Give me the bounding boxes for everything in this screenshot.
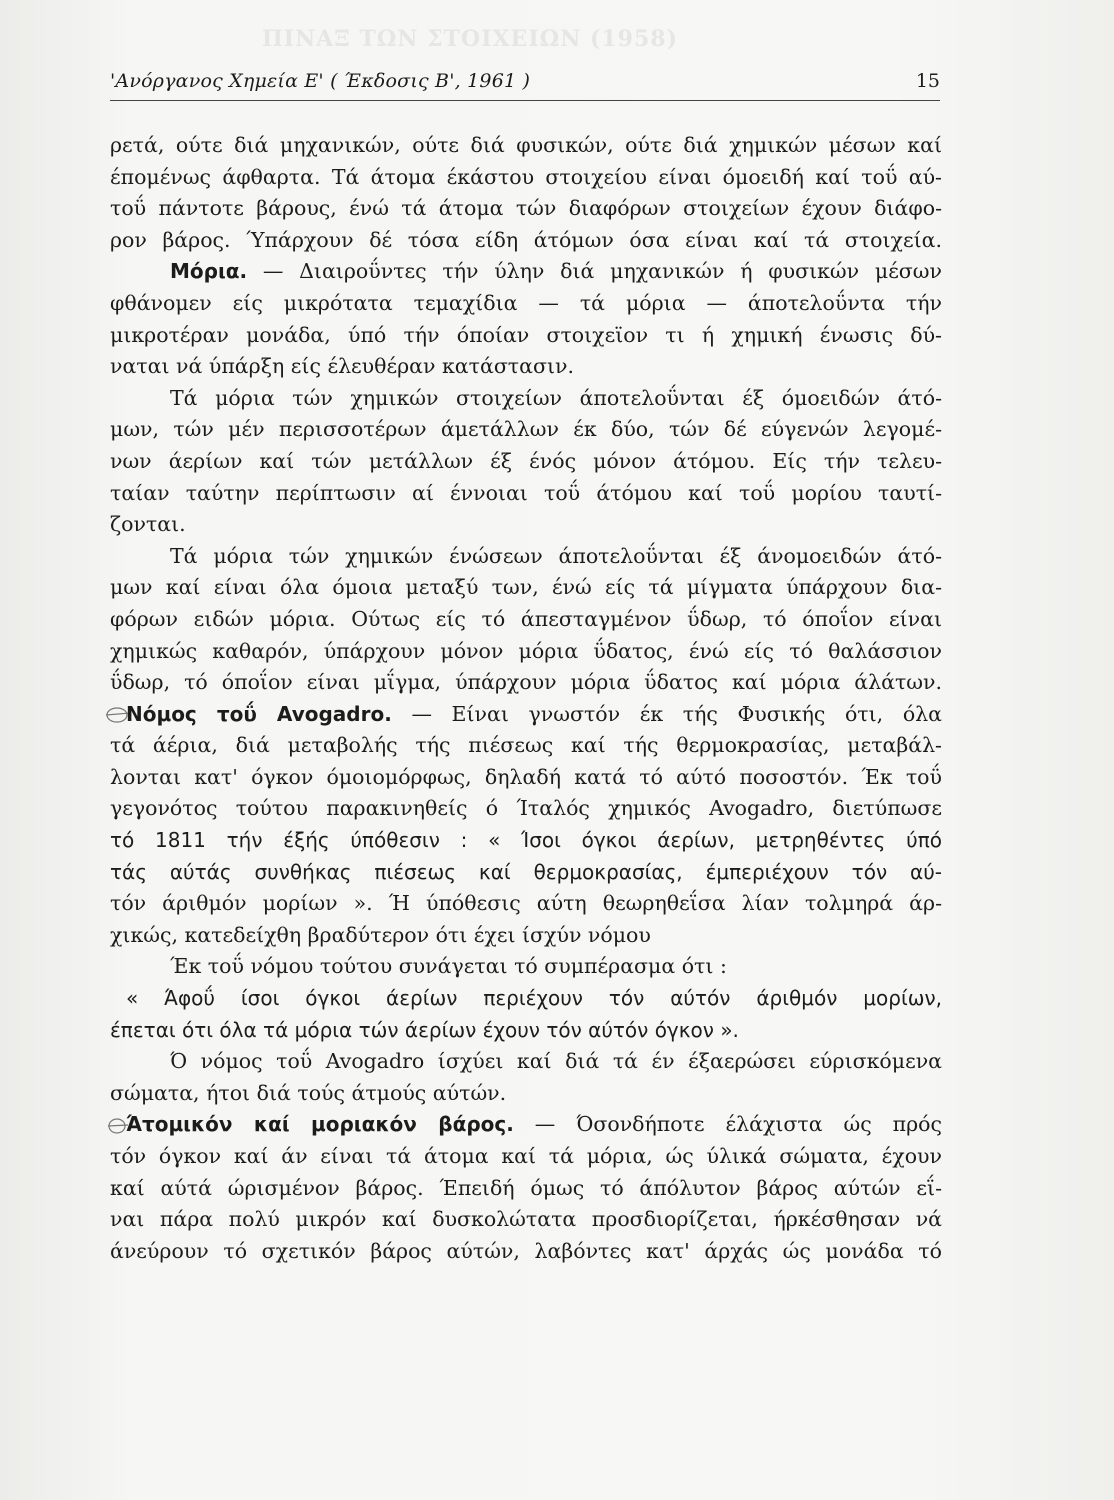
text-line: ΰδωρ, τό όποΐον είναι μΐγμα, ύπάρχουν μόρια ΰδατος καί μόρια άλάτων. [110, 670, 942, 695]
text-line: λονται κατ' όγκον όμοιομόρφως, δηλαδή κατά τό αύτό ποσοστόν. Έκ τοΰ [110, 764, 942, 789]
running-header [110, 70, 940, 104]
text-line: τοΰ πάντοτε βάρους, ένώ τά άτομα τών διαφόρων στοιχείων έχουν διάφο- [110, 196, 942, 221]
section-heading-atomic-weight: Άτομικόν καί μοριακόν βάρος. [126, 1112, 514, 1137]
text-line: ρον βάρος. Ύπάρχουν δέ τόσα είδη άτόμων όσα είναι καί τά στοιχεία. [110, 227, 942, 252]
text-line: ζονται. [110, 512, 186, 537]
text-line [110, 256, 942, 288]
text-line: άνεύρουν τό σχετικόν βάρος αύτών, λαβόντες κατ' άρχάς ώς μονάδα τό [110, 1238, 942, 1263]
text-line: ρετά, ούτε διά μηχανικών, ούτε διά φυσικών, ούτε διά χημικών μέσων καί [110, 133, 942, 157]
text-run: — Είναι γνωστόν έκ τής Φυσικής ότι, όλα [411, 701, 942, 726]
text-line: έπομένως άφθαρτα. Τά άτομα έκάστου στοιχείου είναι όμοειδή καί τοΰ αύ- [110, 164, 942, 189]
show-through-title: ΠΙΝΑΞ ΤΩΝ ΣΤΟΙΧΕΙΩΝ (1958) [262, 26, 679, 52]
section-heading-avogadro: Νόμος τοΰ Avogadro. [126, 701, 392, 726]
text-line: φθάνομεν είς μικρότατα τεμαχίδια — τά μόρια — άποτελοΰντα τήν [110, 290, 942, 315]
text-line: σώματα, ήτοι διά τούς άτμούς αύτών. [110, 1080, 507, 1105]
text-line: τόν όγκον καί άν είναι τά άτομα καί τά μόρια, ώς ύλικά σώματα, έχουν [110, 1144, 942, 1168]
text-line: χημικώς καθαρόν, ύπάρχουν μόνον μόρια ΰδατος, ένώ είς τό θαλάσσιον [110, 638, 942, 663]
text-run: — Διαιροΰντες τήν ύλην διά μηχανικών ή φυσικών μέσων [262, 259, 942, 284]
quote-line: « Άφοΰ ίσοι όγκοι άερίων περιέχουν τόν αύτόν άριθμόν μορίων, [126, 986, 942, 1011]
text-line: καί αύτά ώρισμένον βάρος. Έπειδή όμως τό άπόλυτον βάρος αύτών εΐ- [110, 1175, 942, 1200]
page-number: 15 [915, 70, 940, 92]
body-text [110, 130, 942, 1267]
quote-line: έπεται ότι όλα τά μόρια τών άερίων έχουν τόν αύτόν όγκον ». [110, 1017, 739, 1042]
text-line: μων, τών μέν περισσοτέρων άμετάλλων έκ δύο, τών δέ εύγενών λεγομέ- [110, 417, 942, 442]
running-title: 'Ανόργανος Χημεία Ε' ( Έκδοσις Β', 1961 ) [110, 70, 531, 92]
text-line: φόρων ειδών μόρια. Ούτως είς τό άπεσταγμένον ΰδωρ, τό όποΐον είναι [110, 606, 942, 631]
text-line: νων άερίων καί τών μετάλλων έξ ένός μόνον άτόμου. Είς τήν τελευ- [110, 448, 942, 473]
text-line: ταίαν ταύτην περίπτωσιν αί έννοιαι τοΰ άτόμου καί τοΰ μορίου ταυτί- [110, 480, 942, 505]
text-line: Τά μόρια τών χημικών ένώσεων άποτελοΰνται έξ άνομοειδών άτό- [170, 543, 942, 568]
section-heading-moria: Μόρια. [170, 259, 248, 284]
text-line: τάς αύτάς συνθήκας πιέσεως καί θερμοκρασίας, έμπεριέχουν τόν αύ- [110, 859, 942, 884]
text-line: ναται νά ύπάρξη είς έλευθέραν κατάστασιν. [110, 354, 575, 379]
text-line: χικώς, κατεδείχθη βραδύτερον ότι έχει ίσχύν νόμου [110, 922, 651, 947]
text-line [110, 699, 942, 731]
text-line: τό 1811 τήν έξής ύπόθεσιν : « Ίσοι όγκοι άερίων, μετρηθέντες ύπό [110, 828, 942, 853]
text-line: Ό νόμος τοΰ Avogadro ίσχύει καί διά τά έν έξαερώσει εύρισκόμενα [170, 1049, 942, 1074]
text-line: μικροτέραν μονάδα, ύπό τήν όποίαν στοιχεϊον τι ή χημική ένωσις δύ- [110, 322, 942, 347]
text-line [110, 1109, 942, 1141]
header-rule [110, 100, 940, 101]
text-line: τά άέρια, διά μεταβολής τής πιέσεως καί τής θερμοκρασίας, μεταβάλ- [110, 733, 942, 758]
text-line: μων καί είναι όλα όμοια μεταξύ των, ένώ είς τά μίγματα ύπάρχουν δια- [110, 575, 942, 600]
text-line: τόν άριθμόν μορίων ». Ή ύπόθεσις αύτη θεωρηθεΐσα λίαν τολμηρά άρ- [110, 891, 942, 916]
text-line: ναι πάρα πολύ μικρόν καί δυσκολώτατα προσδιορίζεται, ήρκέσθησαν νά [110, 1207, 942, 1232]
text-line: Έκ τοΰ νόμου τούτου συνάγεται τό συμπέρασμα ότι : [170, 954, 727, 979]
text-run: — Όσονδήποτε έλάχιστα ώς πρός [534, 1112, 942, 1137]
text-line: γεγονότος τούτου παρακινηθείς ό Ίταλός χημικός Avogadro, διετύπωσε [110, 796, 942, 821]
text-line: Τά μόρια τών χημικών στοιχείων άποτελοΰνται έξ όμοειδών άτό- [170, 385, 942, 410]
